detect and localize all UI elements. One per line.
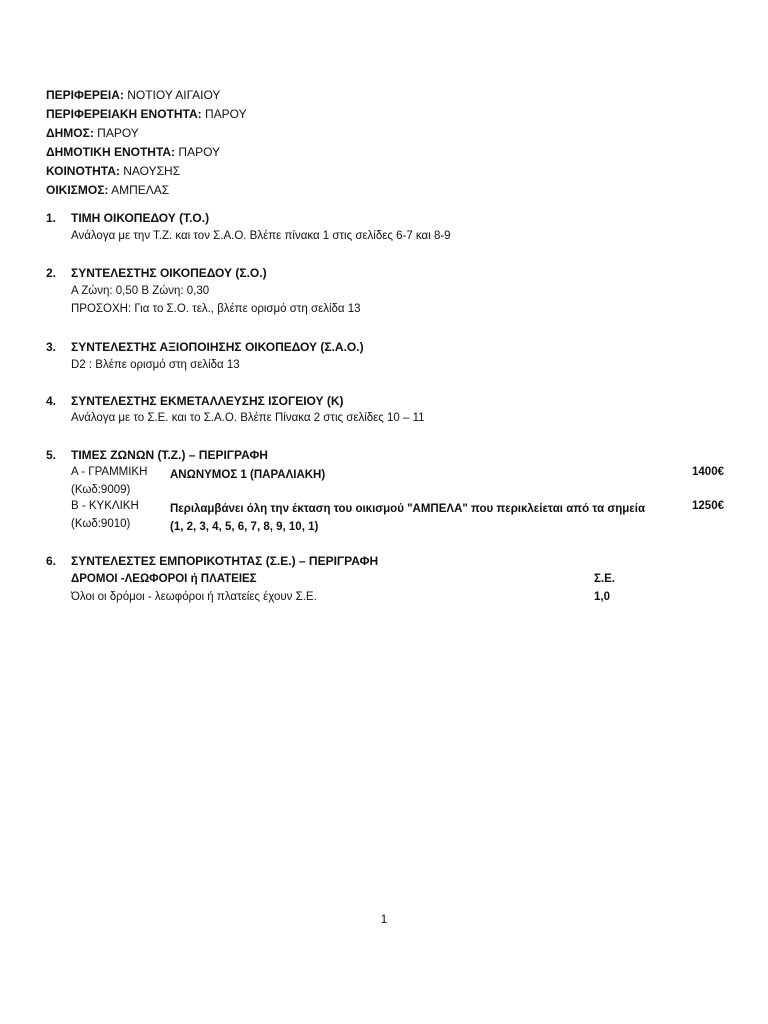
section-title: ΣΥΝΤΕΛΕΣΤΗΣ ΑΞΙΟΠΟΙΗΣΗΣ ΟΙΚΟΠΕΔΟΥ (Σ.Α.Ο.) xyxy=(71,340,364,354)
section-plot-price xyxy=(46,211,736,251)
header-value: ΠΑΡΟΥ xyxy=(97,126,139,140)
zone-price: 1250€ xyxy=(692,500,724,512)
page-number: 1 xyxy=(380,912,388,926)
header-value: ΠΑΡΟΥ xyxy=(204,107,247,121)
section-number: 1. xyxy=(46,211,57,225)
header-row-region xyxy=(46,86,247,105)
table-header-coefficient: Σ.Ε. xyxy=(594,573,615,585)
section-text: Α Ζώνη: 0,50 Β Ζώνη: 0,30 xyxy=(71,285,210,297)
header-label: ΠΕΡΙΦΕΡΕΙΑΚΗ ΕΝΟΤΗΤΑ: xyxy=(46,107,202,121)
section-number: 5. xyxy=(46,448,57,462)
zone-name: Α - ΓΡΑΜΜΙΚΗ xyxy=(71,466,148,478)
section-zone-prices xyxy=(46,448,736,538)
zone-price: 1400€ xyxy=(692,466,724,478)
section-ground-floor-coefficient xyxy=(46,394,736,434)
section-number: 3. xyxy=(46,340,57,354)
section-title: ΣΥΝΤΕΛΕΣΤΗΣ ΕΚΜΕΤΑΛΛΕΥΣΗΣ ΙΣΟΓΕΙΟΥ (Κ) xyxy=(71,394,344,408)
section-text: ΠΡΟΣΟΧΗ: Για το Σ.Ο. τελ., βλέπε ορισμό στη σελίδα 13 xyxy=(71,303,361,315)
zone-description: Περιλαμβάνει όλη την έκταση του οικισμού "ΑΜΠΕΛΑ" που περικλείεται από τα σημεία (1, 2, 3, 4, 5, 6, 7, 8, 9, 10, 1) xyxy=(170,503,646,533)
section-text: D2 : Βλέπε ορισμό στη σελίδα 13 xyxy=(71,359,240,371)
header-label: ΚΟΙΝΟΤΗΤΑ: xyxy=(46,164,120,178)
header-row-municipal-unit xyxy=(46,143,247,162)
section-number: 4. xyxy=(46,394,57,408)
section-title: ΤΙΜΕΣ ΖΩΝΩΝ (Τ.Ζ.) – ΠΕΡΙΓΡΑΦΗ xyxy=(71,448,268,462)
header-label: ΔΗΜΟΣ: xyxy=(46,126,94,140)
header-value: ΠΑΡΟΥ xyxy=(178,145,221,159)
header-row-community xyxy=(46,162,247,181)
zone-code: (Κωδ:9009) xyxy=(71,484,131,496)
header-row-settlement xyxy=(46,181,247,200)
header-value: ΝΟΤΙΟΥ ΑΙΓΑΙΟΥ xyxy=(127,88,221,102)
section-title: ΣΥΝΤΕΛΕΣΤΗΣ ΟΙΚΟΠΕΔΟΥ (Σ.Ο.) xyxy=(71,266,267,280)
zone-code: (Κωδ:9010) xyxy=(71,518,131,530)
header-label: ΟΙΚΙΣΜΟΣ: xyxy=(46,183,109,197)
header-label: ΠΕΡΙΦΕΡΕΙΑ: xyxy=(46,88,124,102)
zone-name: Β - ΚΥΚΛΙΚΗ xyxy=(71,500,139,512)
table-cell-coefficient: 1,0 xyxy=(594,591,610,603)
location-header xyxy=(46,86,247,200)
section-plot-coefficient xyxy=(46,266,736,322)
section-text: Ανάλογα με το Σ.Ε. και το Σ.Α.Ο. Βλέπε Πίνακα 2 στις σελίδες 10 – 11 xyxy=(71,412,425,424)
section-exploitation-coefficient xyxy=(46,340,736,380)
zone-description: ΑΝΩΝΥΜΟΣ 1 (ΠΑΡΑΛΙΑΚΗ) xyxy=(170,469,326,481)
table-header-roads: ΔΡΟΜΟΙ -ΛΕΩΦΟΡΟΙ ή ΠΛΑΤΕΙΕΣ xyxy=(71,573,257,585)
header-row-municipality xyxy=(46,124,247,143)
table-cell-roads: Όλοι οι δρόμοι - λεωφόροι ή πλατείες έχουν Σ.Ε. xyxy=(71,591,317,603)
section-text: Ανάλογα με την Τ.Ζ. και τον Σ.Α.Ο. Βλέπε πίνακα 1 στις σελίδες 6-7 και 8-9 xyxy=(71,230,451,242)
header-row-regional-unit xyxy=(46,105,247,124)
section-commerciality-coefficients xyxy=(46,554,736,610)
header-value: ΑΜΠΕΛΑΣ xyxy=(111,183,170,197)
header-label: ΔΗΜΟΤΙΚΗ ΕΝΟΤΗΤΑ: xyxy=(46,145,176,159)
section-title: ΤΙΜΗ ΟΙΚΟΠΕΔΟΥ (Τ.Ο.) xyxy=(71,211,210,225)
section-number: 6. xyxy=(46,554,57,568)
section-title: ΣΥΝΤΕΛΕΣΤΕΣ ΕΜΠΟΡΙΚΟΤΗΤΑΣ (Σ.Ε.) – ΠΕΡΙΓΡΑΦΗ xyxy=(71,554,379,568)
header-value: ΝΑΟΥΣΗΣ xyxy=(123,164,181,178)
section-number: 2. xyxy=(46,266,57,280)
